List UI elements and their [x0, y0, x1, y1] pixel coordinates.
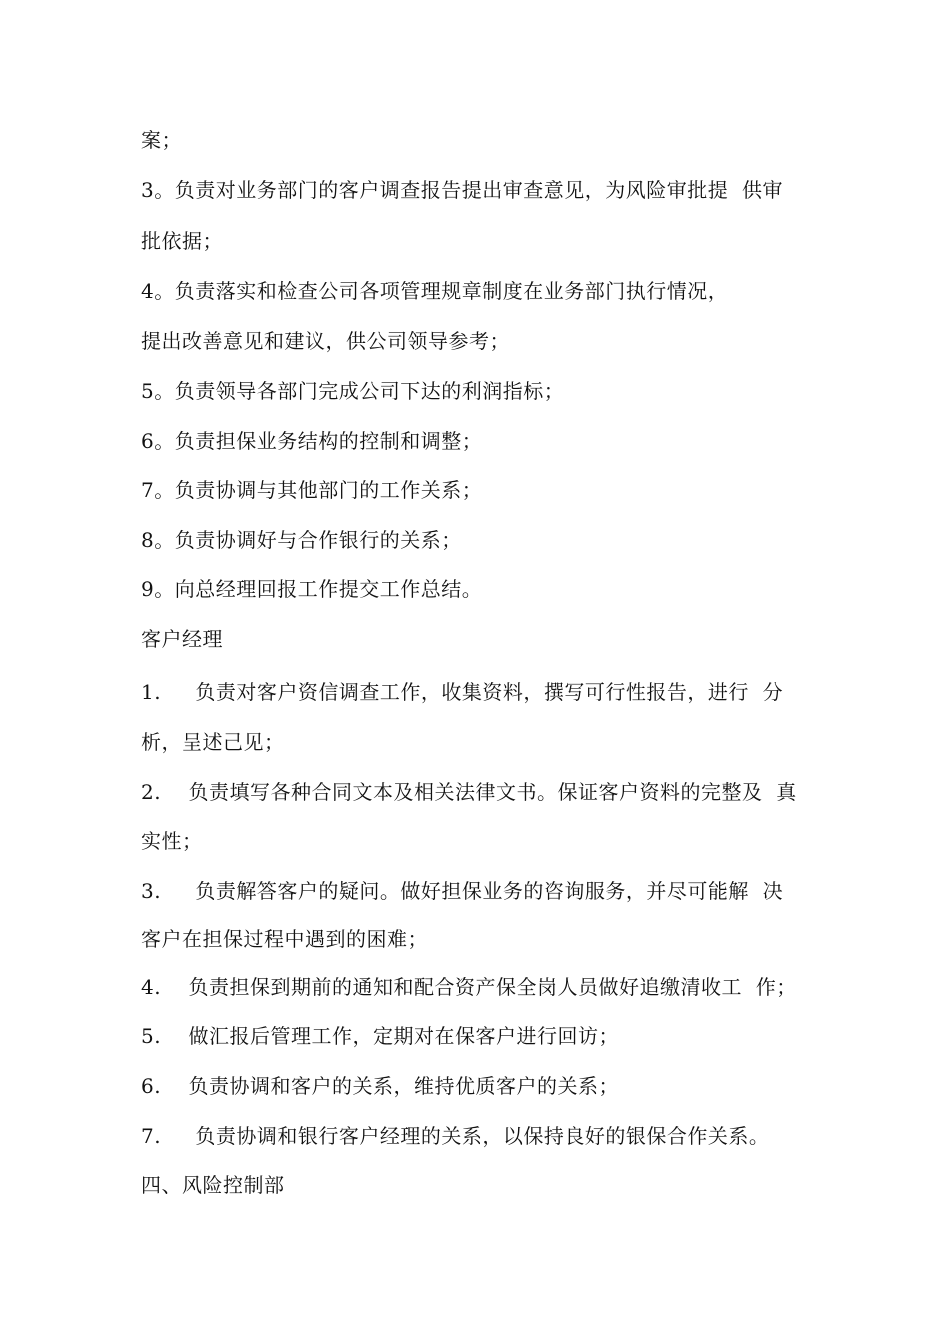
text-line: 5。负责领导各部门完成公司下达的利润指标；: [141, 379, 565, 403]
text-line: 析，呈述己见；: [141, 730, 285, 754]
text-line: 8。负责协调好与合作银行的关系；: [141, 528, 462, 552]
text-line: 提出改善意见和建议，供公司领导参考；: [141, 329, 510, 353]
text-line: 6. 负责协调和客户的关系，维持优质客户的关系；: [141, 1074, 620, 1098]
text-line: 4. 负责担保到期前的通知和配合资产保全岗人员做好追缴清收工 作；: [141, 975, 797, 999]
text-line: 2. 负责填写各种合同文本及相关法律文书。保证客户资料的完整及 真: [141, 780, 797, 804]
text-line: 6。负责担保业务结构的控制和调整；: [141, 429, 483, 453]
text-line: 7. 负责协调和银行客户经理的关系，以保持良好的银保合作关系。: [141, 1124, 770, 1148]
section-heading: 客户经理: [141, 627, 223, 651]
text-line: 7。负责协调与其他部门的工作关系；: [141, 478, 483, 502]
text-line: 3。负责对业务部门的客户调查报告提出审查意见，为风险审批提 供审: [141, 178, 783, 202]
text-line: 5. 做汇报后管理工作，定期对在保客户进行回访；: [141, 1024, 620, 1048]
text-line: 客户在担保过程中遇到的困难；: [141, 927, 428, 951]
text-line: 案；: [141, 128, 182, 152]
text-line: 实性；: [141, 829, 203, 853]
text-line: 1. 负责对客户资信调查工作，收集资料，撰写可行性报告，进行 分: [141, 680, 784, 704]
section-heading: 四、风险控制部: [141, 1173, 285, 1197]
text-line: 9。向总经理回报工作提交工作总结。: [141, 577, 483, 601]
text-line: 批依据；: [141, 229, 223, 253]
text-line: 3. 负责解答客户的疑问。做好担保业务的咨询服务，并尽可能解 决: [141, 879, 784, 903]
text-line: 4。负责落实和检查公司各项管理规章制度在业务部门执行情况，: [141, 279, 729, 303]
